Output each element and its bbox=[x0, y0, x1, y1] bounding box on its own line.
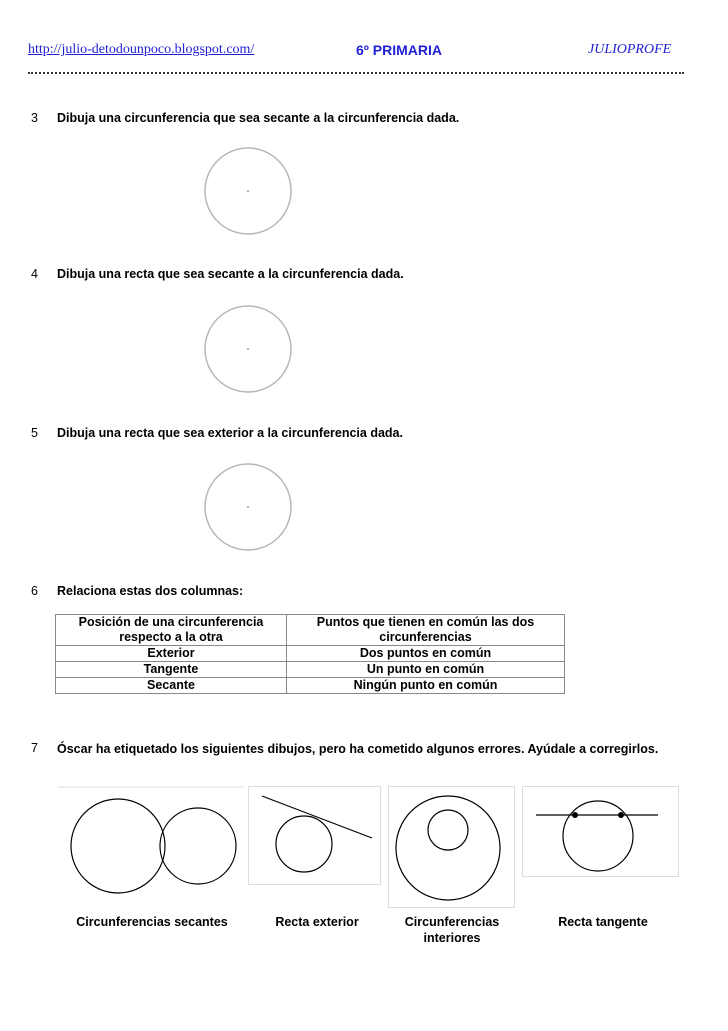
intersection-point bbox=[572, 812, 578, 818]
circle-center-point bbox=[247, 348, 249, 350]
question-7-text: Óscar ha etiquetado los siguientes dibujos, pero ha cometido algunos errores. Ayúdale a corregirlos. bbox=[57, 742, 659, 756]
caption-figure-1: Circunferencias secantes bbox=[76, 915, 228, 929]
caption-figure-3: Circunferencias interiores bbox=[404, 915, 500, 945]
header-dotted-rule bbox=[28, 72, 684, 74]
question-3-circle-figure bbox=[190, 140, 310, 252]
figure-frame bbox=[523, 787, 679, 877]
question-3-text: Dibuja una circunferencia que sea secante a la circunferencia dada. bbox=[57, 111, 460, 125]
figure-interior-circles bbox=[388, 786, 518, 910]
question-5-number: 5 bbox=[31, 426, 38, 440]
table-row bbox=[56, 615, 565, 646]
figure-secant-circles bbox=[58, 786, 246, 906]
circle-right bbox=[160, 808, 236, 884]
question-4-number: 4 bbox=[31, 267, 38, 281]
col2-header: Puntos que tienen en común las dos circunferencias bbox=[287, 615, 565, 646]
caption-figure-2: Recta exterior bbox=[275, 915, 359, 929]
inner-circle bbox=[428, 810, 468, 850]
header-url[interactable]: http://julio-detodounpoco.blogspot.com/ bbox=[28, 42, 255, 57]
figure-frame bbox=[389, 787, 515, 908]
circle-left bbox=[71, 799, 165, 893]
table-row bbox=[56, 678, 565, 694]
question-6-number: 6 bbox=[31, 584, 38, 598]
col1-item: Tangente bbox=[56, 662, 287, 678]
caption-figure-4: Recta tangente bbox=[558, 915, 648, 929]
col1-item: Exterior bbox=[56, 646, 287, 662]
col1-header: Posición de una circunferencia respecto a la otra bbox=[56, 615, 287, 646]
col1-item: Secante bbox=[56, 678, 287, 694]
question-4-circle-figure bbox=[190, 298, 310, 410]
table-row bbox=[56, 662, 565, 678]
col2-item: Ningún punto en común bbox=[287, 678, 565, 694]
question-4-text: Dibuja una recta que sea secante a la circunferencia dada. bbox=[57, 267, 404, 281]
question-7-number: 7 bbox=[31, 741, 38, 755]
col2-item: Un punto en común bbox=[287, 662, 565, 678]
relation-table bbox=[55, 614, 565, 694]
question-3-number: 3 bbox=[31, 111, 38, 125]
table-row bbox=[56, 646, 565, 662]
question-6-text: Relaciona estas dos columnas: bbox=[57, 584, 244, 598]
figure-circle-line-two-points bbox=[522, 786, 682, 886]
circle bbox=[563, 801, 633, 871]
intersection-point bbox=[618, 812, 624, 818]
circle-center-point bbox=[247, 190, 249, 192]
header-grade: 6º PRIMARIA bbox=[356, 42, 443, 58]
circle-center-point bbox=[247, 506, 249, 508]
question-5-circle-figure bbox=[190, 456, 310, 568]
figure-circle-line bbox=[248, 786, 384, 886]
question-5-text: Dibuja una recta que sea exterior a la circunferencia dada. bbox=[57, 426, 403, 440]
header-author: JULIOPROFE bbox=[588, 42, 672, 57]
circle bbox=[276, 816, 332, 872]
outer-circle bbox=[396, 796, 500, 900]
col2-item: Dos puntos en común bbox=[287, 646, 565, 662]
